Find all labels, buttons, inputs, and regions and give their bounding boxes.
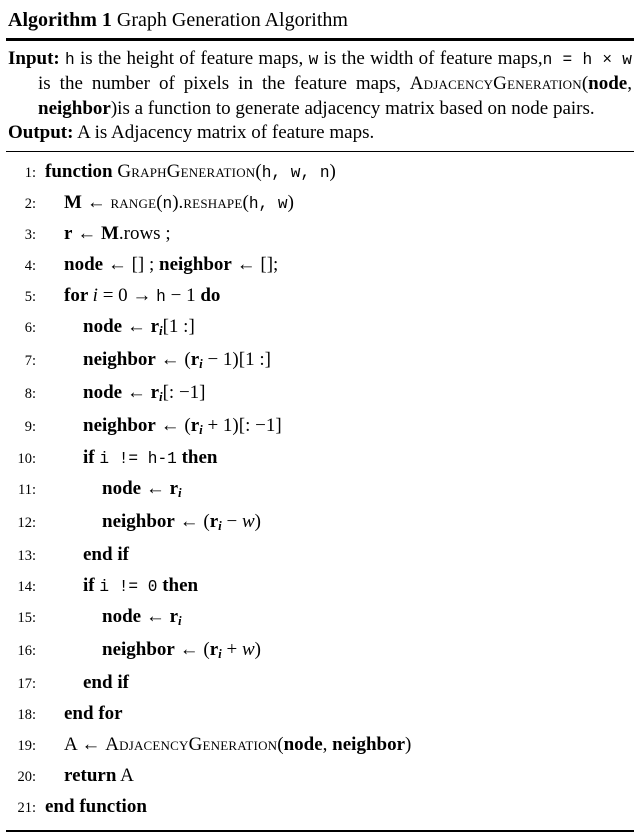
code-segment: ,	[322, 733, 333, 755]
code-segment: node	[283, 733, 323, 755]
algorithm-line-6	[8, 312, 632, 345]
code-segment: w	[241, 638, 255, 660]
code-segment: function	[45, 161, 118, 183]
algorithm-caption	[6, 0, 634, 38]
code-segment: AdjacencyGeneration	[409, 73, 582, 95]
algorithm-line-14	[8, 571, 632, 602]
preamble-keyword: Output:	[8, 122, 74, 144]
code-segment: r	[169, 606, 179, 628]
line-number: 21:	[17, 799, 36, 816]
line-number: 17:	[17, 675, 36, 692]
code-segment: r	[209, 638, 219, 660]
code-segment: r	[209, 511, 219, 533]
code-segment: )	[287, 192, 294, 214]
code-segment: ← (	[155, 414, 191, 436]
algorithm-line-17	[8, 668, 632, 699]
code-segment: r	[64, 223, 73, 245]
line-content	[45, 699, 632, 728]
code-segment: ←	[141, 478, 170, 500]
code-segment: +	[221, 638, 242, 660]
code-segment: i != h-1	[99, 450, 177, 469]
line-content	[45, 411, 632, 444]
code-segment: neighbor	[102, 511, 175, 533]
code-segment: GraphGeneration	[117, 161, 256, 183]
code-segment: i	[199, 421, 203, 437]
algorithm-caption-title: Graph Generation Algorithm	[116, 9, 348, 31]
code-segment: end function	[45, 795, 147, 817]
code-segment: (	[277, 733, 284, 755]
line-number: 15:	[17, 610, 36, 627]
code-segment: h, w, n	[261, 164, 330, 183]
line-content	[45, 188, 632, 219]
line-number: 9:	[24, 418, 36, 435]
line-content	[45, 507, 632, 540]
code-segment: node	[83, 316, 123, 338]
code-segment: r	[190, 414, 200, 436]
algorithm-line-11	[8, 474, 632, 507]
code-segment: r	[150, 381, 160, 403]
line-number: 14:	[17, 579, 36, 596]
line-number: 12:	[17, 515, 36, 532]
code-segment: − 1)[1 :]	[202, 349, 271, 370]
code-segment: node	[588, 73, 628, 95]
line-content	[45, 761, 632, 790]
line-number: 3:	[24, 227, 36, 244]
line-number: 11:	[18, 482, 36, 499]
code-segment: neighbor	[102, 638, 175, 660]
code-segment: ← (	[174, 511, 210, 533]
code-segment: n = h × w	[542, 50, 632, 69]
line-content	[45, 730, 632, 759]
line-content	[45, 602, 632, 635]
line-number: 6:	[24, 320, 36, 337]
code-segment: h, w	[248, 195, 288, 214]
code-segment: A ←	[64, 733, 106, 755]
code-segment: h	[156, 288, 166, 307]
code-segment: ← [];	[231, 254, 279, 276]
code-segment: return	[64, 764, 117, 786]
code-segment: neighbor	[332, 733, 406, 755]
code-segment: )	[405, 733, 412, 755]
algorithm-body	[6, 152, 634, 830]
line-content	[45, 378, 632, 411]
code-segment: − 1	[165, 285, 201, 307]
algorithm-preamble	[6, 41, 634, 151]
algorithm-line-12	[8, 507, 632, 540]
code-segment: i	[178, 485, 182, 501]
code-segment: n	[162, 195, 173, 214]
algorithm-line-20	[8, 761, 632, 792]
code-segment: r	[150, 316, 160, 338]
line-number: 10:	[17, 451, 36, 468]
algorithm-line-13	[8, 540, 632, 571]
code-segment: node	[64, 254, 104, 276]
line-number: 7:	[24, 353, 36, 369]
code-segment: i	[159, 323, 163, 338]
code-segment: )	[254, 638, 261, 660]
code-segment: is the number of pixels in the feature maps,	[38, 73, 410, 95]
preamble-input	[8, 47, 632, 122]
code-segment: for	[64, 285, 93, 307]
code-segment: neighbor	[83, 414, 156, 436]
algorithm-caption-label: Algorithm 1	[8, 9, 112, 31]
line-number: 8:	[24, 385, 36, 402]
code-segment: node	[102, 478, 142, 500]
code-segment: ←	[72, 223, 101, 245]
code-segment: neighbor	[38, 97, 111, 119]
code-segment: (	[156, 192, 163, 214]
code-segment: i	[218, 645, 222, 661]
code-segment: then	[162, 575, 199, 597]
line-content	[45, 635, 632, 668]
code-segment: i	[178, 612, 182, 628]
code-segment: )is a function to generate adjacency matrix based on node pairs.	[110, 97, 595, 119]
preamble-output	[8, 121, 632, 146]
code-segment: ←	[122, 381, 151, 403]
line-content	[45, 668, 632, 697]
code-segment: end if	[83, 544, 129, 566]
code-segment: ,	[627, 73, 632, 95]
code-segment: i != 0	[99, 578, 158, 597]
line-number: 5:	[24, 289, 36, 306]
algorithm-line-9	[8, 411, 632, 444]
code-segment: ←	[81, 192, 111, 214]
code-segment: )	[329, 161, 336, 183]
code-segment: −	[221, 511, 242, 533]
algorithm-line-8	[8, 378, 632, 411]
algorithm-line-7	[8, 345, 632, 378]
line-number: 1:	[24, 165, 36, 182]
code-segment: is the width of feature maps,	[318, 47, 543, 69]
code-segment: if	[83, 575, 100, 597]
algorithm-line-19	[8, 730, 632, 761]
code-segment: i	[218, 518, 222, 534]
code-segment: (	[255, 161, 262, 183]
bottom-rule	[6, 830, 634, 832]
line-content	[45, 345, 632, 378]
code-segment: ← [] ;	[103, 254, 160, 276]
code-segment: ←	[141, 606, 170, 628]
code-segment: i	[92, 285, 98, 307]
line-content	[45, 443, 632, 474]
line-number: 19:	[17, 737, 36, 754]
algorithm-line-4	[8, 250, 632, 281]
code-segment: r	[169, 478, 179, 500]
code-segment: end if	[83, 671, 129, 693]
code-segment: is the height of feature maps,	[74, 47, 309, 69]
line-content	[45, 312, 632, 345]
algorithm-line-5	[8, 281, 632, 312]
code-segment: )	[254, 511, 261, 533]
code-segment: A is Adjacency matrix of feature maps.	[73, 122, 375, 144]
code-segment: neighbor	[83, 349, 156, 370]
code-segment: w	[308, 50, 319, 69]
line-content	[45, 792, 632, 821]
line-content	[45, 281, 632, 312]
algorithm-line-1	[8, 157, 632, 188]
preamble-keyword: Input:	[8, 47, 60, 69]
line-number: 13:	[17, 548, 36, 565]
code-segment: A	[116, 764, 134, 786]
code-segment: AdjacencyGeneration	[105, 733, 278, 755]
line-content	[45, 250, 632, 279]
code-segment: [: −1]	[162, 381, 206, 403]
line-content	[45, 571, 632, 602]
code-segment: then	[181, 447, 218, 469]
code-segment: (	[581, 73, 589, 95]
algorithm-line-3	[8, 219, 632, 250]
code-segment: .rows ;	[118, 223, 171, 245]
code-segment: ).	[172, 192, 184, 214]
line-number: 18:	[17, 706, 36, 723]
code-segment: reshape	[183, 192, 243, 214]
algorithm-line-21	[8, 792, 632, 823]
code-segment: ← (	[155, 349, 191, 370]
code-segment: node	[83, 381, 123, 403]
code-segment: w	[241, 511, 255, 533]
code-segment: end for	[64, 702, 123, 724]
code-segment: ← (	[174, 638, 210, 660]
code-segment: i	[199, 355, 203, 371]
line-content	[45, 474, 632, 507]
code-segment: neighbor	[159, 254, 232, 276]
algorithm-line-16	[8, 635, 632, 668]
code-segment: if	[83, 447, 100, 469]
line-number: 2:	[24, 196, 36, 213]
line-number: 16:	[17, 642, 36, 659]
line-content	[45, 219, 632, 248]
code-segment: ←	[122, 316, 151, 338]
code-segment: r	[190, 349, 200, 370]
code-segment: M	[100, 223, 119, 245]
code-segment: + 1)[: −1]	[202, 414, 282, 436]
line-number: 20:	[17, 768, 36, 785]
line-content	[45, 157, 632, 188]
code-segment: = 0 →	[97, 285, 157, 307]
line-content	[45, 540, 632, 569]
algorithm-line-18	[8, 699, 632, 730]
code-segment: node	[102, 606, 142, 628]
code-segment: range	[110, 192, 157, 214]
code-segment: (	[242, 192, 249, 214]
code-segment: [1 :]	[162, 316, 195, 338]
algorithm-line-15	[8, 602, 632, 635]
algorithm-line-10	[8, 443, 632, 474]
algorithm-line-2	[8, 188, 632, 219]
code-segment: h	[65, 50, 75, 69]
line-number: 4:	[24, 258, 36, 275]
code-segment: M	[64, 192, 82, 214]
code-segment: i	[159, 388, 163, 404]
code-segment: do	[200, 285, 221, 307]
